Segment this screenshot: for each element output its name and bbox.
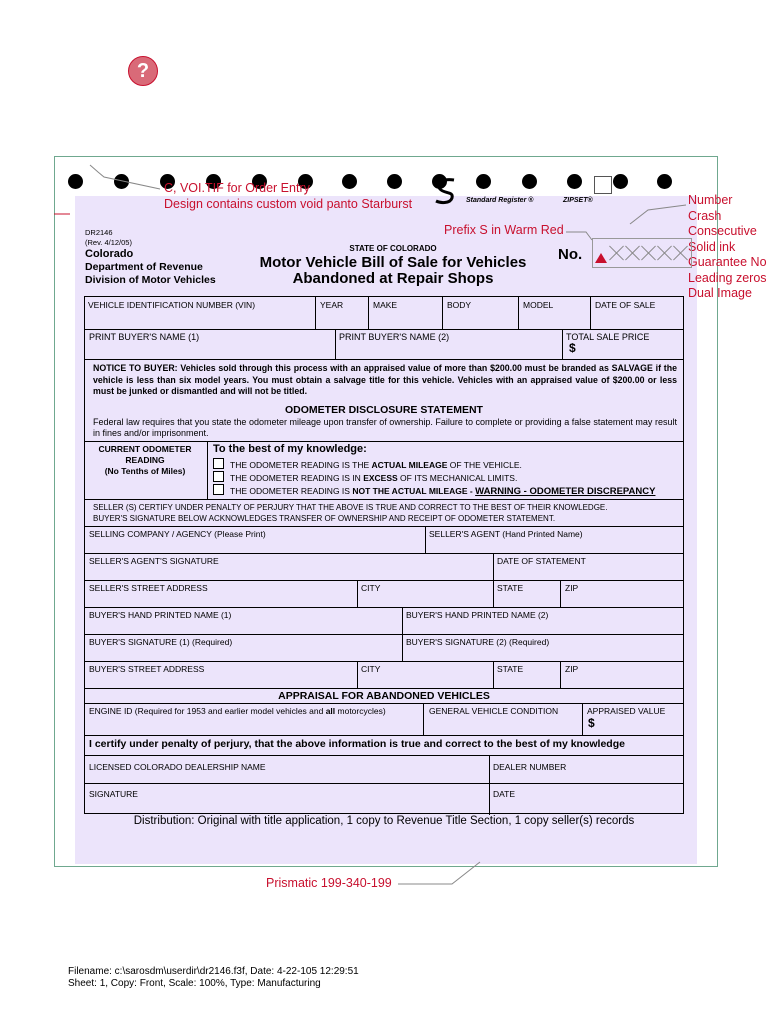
- actual-mileage-checkbox[interactable]: [213, 458, 224, 469]
- seller-certify-text: [93, 502, 608, 524]
- number-note: Number: [688, 193, 733, 207]
- number-label: No.: [558, 246, 583, 263]
- model-label: MODEL: [523, 300, 554, 310]
- opt-text: THE ODOMETER READING IS THE: [230, 460, 372, 470]
- prefix-triangle-icon: [595, 253, 607, 263]
- page-subtitle: Abandoned at Repair Shops: [292, 270, 494, 287]
- buyer1-name-label: PRINT BUYER'S NAME (1): [89, 332, 200, 342]
- signature-label: SIGNATURE: [89, 789, 138, 799]
- date-of-statement-label: DATE OF STATEMENT: [497, 556, 586, 566]
- certify-line: BUYER'S SIGNATURE BELOW ACKNOWLEDGES TRANSFER OF OWNERSHIP AND RECEIPT OF ODOMETER STATEMENT.: [93, 514, 556, 523]
- opt-text: OF ITS MECHANICAL LIMITS.: [397, 473, 518, 483]
- serial-number-box: [592, 238, 692, 268]
- signature-date-label: DATE: [493, 789, 516, 799]
- opt-bold: ACTUAL MILEAGE: [371, 460, 448, 470]
- notice-to-buyer: NOTICE TO BUYER: Vehicles sold through this process with an appraised value of more than $200.00 must be branded as SALVAGE if the vehicle is less than six model years. You must obtain a salvage title for this vehicle. Vehicles with an appraised value of $200.00 or less must be junked or dismantled and will not be titled.: [93, 363, 677, 396]
- division: Division of Motor Vehicles: [85, 274, 216, 286]
- page-title: Motor Vehicle Bill of Sale for Vehicles: [259, 254, 527, 271]
- best-knowledge-label: To the best of my knowledge:: [213, 443, 367, 455]
- total-sale-price-label: TOTAL SALE PRICE: [566, 332, 650, 342]
- registration-box: [594, 176, 612, 194]
- odometer-option-actual[interactable]: [213, 458, 522, 470]
- prismatic-note: Prismatic 199-340-199: [266, 876, 392, 890]
- number-note: Crash: [688, 208, 722, 223]
- number-note: Dual Image: [688, 286, 752, 300]
- buyer-street-label: BUYER'S STREET ADDRESS: [89, 664, 205, 674]
- opt-bold: NOT THE ACTUAL MILEAGE: [352, 486, 468, 496]
- buyer-zip-label: ZIP: [565, 664, 579, 674]
- number-note: Guarantee No: [688, 255, 767, 269]
- number-note: Leading zeros: [688, 270, 767, 285]
- number-note: Solid ink: [688, 239, 736, 254]
- appraisal-heading: APPRAISAL FOR ABANDONED VEHICLES: [278, 690, 490, 702]
- buyer-signature-1-label: BUYER'S SIGNATURE (1) (Required): [89, 637, 233, 647]
- standard-register-text: Standard Register ®: [466, 197, 534, 204]
- opt-text: THE ODOMETER READING IS IN: [230, 473, 364, 483]
- odometer-option-excess[interactable]: [213, 471, 517, 483]
- buyer-signature-2-label: BUYER'S SIGNATURE (2) (Required): [406, 637, 550, 647]
- buyer-hand-name-2-label: BUYER'S HAND PRINTED NAME (2): [406, 610, 549, 620]
- odometer-heading: ODOMETER DISCLOSURE STATEMENT: [285, 404, 483, 416]
- vin-label: VEHICLE IDENTIFICATION NUMBER (VIN): [88, 300, 256, 310]
- agent-signature-label: SELLER'S AGENT'S SIGNATURE: [89, 556, 219, 566]
- engine-id-bold: all: [325, 706, 336, 716]
- current-odometer-line: (No Tenths of Miles): [104, 466, 186, 476]
- buyer2-name-label: PRINT BUYER'S NAME (2): [339, 332, 450, 342]
- file-info: [68, 966, 359, 990]
- bill-of-sale-form: [84, 296, 684, 814]
- number-note: Consecutive: [688, 224, 757, 238]
- form-revision: (Rev. 4/12/05): [85, 238, 132, 247]
- buyer-state-label: STATE: [497, 664, 524, 674]
- perjury-certification: I certify under penalty of perjury, that the above information is true and correct to the best of my knowledge: [89, 738, 625, 750]
- date-of-sale-label: DATE OF SALE: [595, 300, 656, 310]
- current-odometer-line: CURRENT ODOMETER: [98, 444, 192, 454]
- appraised-value-label: APPRAISED VALUE: [587, 706, 666, 716]
- engine-id-text: ENGINE ID (Required for 1953 and earlier model vehicles and: [89, 706, 326, 716]
- engine-id-text: motorcycles): [335, 706, 386, 716]
- selling-company-label: SELLING COMPANY / AGENCY (Please Print): [89, 529, 266, 539]
- dealer-number-label: DEALER NUMBER: [493, 762, 567, 772]
- distribution-text: Distribution: Original with title application, 1 copy to Revenue Title Section, 1 copy seller(s) records: [133, 815, 635, 827]
- buyer-city-label: CITY: [361, 664, 381, 674]
- engine-id-label: [89, 706, 386, 716]
- sellers-agent-label: SELLER'S AGENT (Hand Printed Name): [429, 529, 583, 539]
- excess-mileage-checkbox[interactable]: [213, 471, 224, 482]
- sheet-line: Sheet: 1, Copy: Front, Scale: 100%, Type: Manufacturing: [68, 978, 321, 989]
- filename-line: Filename: c:\sarosdm\userdir\dr2146.f3f, Date: 4-22-105 12:29:51: [68, 966, 359, 977]
- make-label: MAKE: [373, 300, 398, 310]
- state-label: STATE OF COLORADO: [349, 244, 437, 253]
- body-label: BODY: [447, 300, 472, 310]
- buyer-hand-name-1-label: BUYER'S HAND PRINTED NAME (1): [89, 610, 232, 620]
- number-notes: [688, 193, 767, 302]
- seller-street-label: SELLER'S STREET ADDRESS: [89, 583, 208, 593]
- total-price-dollar: $: [569, 341, 576, 355]
- void-x-icon: [625, 245, 641, 261]
- void-x-icon: [657, 245, 673, 261]
- current-odometer-label: [85, 444, 205, 477]
- void-note-1: C, VOI.TIF for Order Entry: [164, 181, 310, 195]
- not-actual-mileage-checkbox[interactable]: [213, 484, 224, 495]
- current-odometer-line: READING: [125, 455, 165, 465]
- year-label: YEAR: [320, 300, 344, 310]
- void-x-icon: [673, 245, 689, 261]
- dealership-name-label: LICENSED COLORADO DEALERSHIP NAME: [89, 762, 266, 772]
- state-name: Colorado: [85, 248, 134, 260]
- opt-bold: EXCESS: [363, 473, 398, 483]
- opt-dash: -: [467, 486, 476, 496]
- zipset-text: ZIPSET®: [563, 197, 593, 204]
- seller-zip-label: ZIP: [565, 583, 579, 593]
- appraised-value-dollar: $: [588, 716, 595, 730]
- seller-city-label: CITY: [361, 583, 381, 593]
- odometer-option-not-actual[interactable]: [213, 484, 655, 497]
- certify-line: SELLER (S) CERTIFY UNDER PENALTY OF PERJURY THAT THE ABOVE IS TRUE AND CORRECT TO THE BEST OF THEIR KNOWLEDGE.: [93, 503, 608, 512]
- opt-text: OF THE VEHICLE.: [447, 460, 522, 470]
- odometer-federal-text: Federal law requires that you state the odometer mileage upon transfer of ownership. Failure to complete or providing a false statement may result in fines and/or imprisonment.: [93, 417, 677, 438]
- prefix-note: Prefix S in Warm Red: [444, 223, 564, 237]
- void-x-icon: [641, 245, 657, 261]
- help-icon[interactable]: ?: [128, 56, 158, 86]
- standard-register-logo-icon: [432, 176, 462, 206]
- seller-state-label: STATE: [497, 583, 524, 593]
- opt-text: THE ODOMETER READING IS: [230, 486, 353, 496]
- vehicle-condition-label: GENERAL VEHICLE CONDITION: [429, 706, 559, 716]
- void-x-icon: [609, 245, 625, 261]
- void-note-2: Design contains custom void panto Starburst: [164, 197, 413, 211]
- form-id: DR2146: [85, 228, 113, 237]
- odometer-warning: WARNING - ODOMETER DISCREPANCY: [475, 486, 656, 497]
- department: Department of Revenue: [85, 261, 203, 273]
